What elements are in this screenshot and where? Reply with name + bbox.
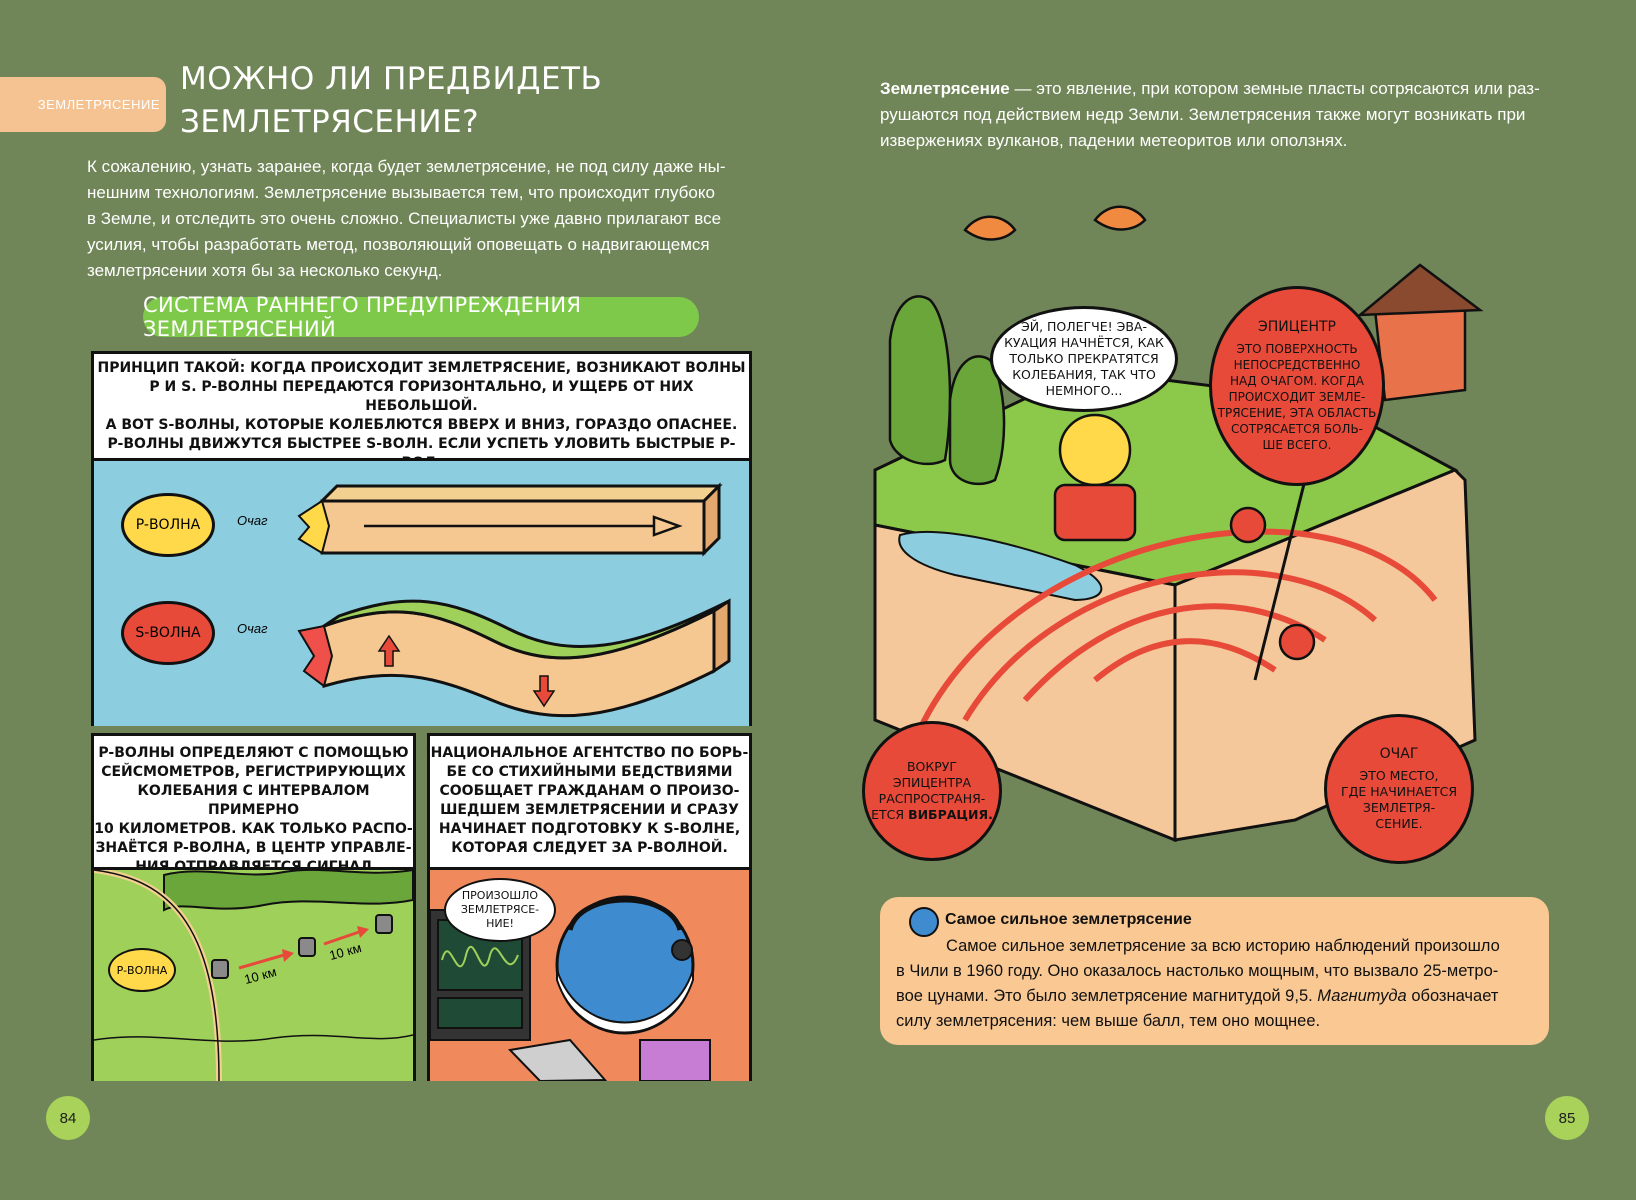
definition-paragraph <box>880 76 1560 154</box>
system-title-pill <box>143 293 699 341</box>
cat-mascot-icon <box>909 907 939 937</box>
vibration-line: РАСПРОСТРАНЯ- <box>878 791 986 806</box>
fact-line-4: силу землетрясения: чем выше балл, тем оно мощнее. <box>896 1012 1321 1030</box>
focus-title: ОЧАГ <box>1379 746 1419 762</box>
intro-line: усилия, чтобы разработать метод, позволяющий оповещать о надвигающемся <box>87 235 710 254</box>
speech-line: ЗЕМЛЕТРЯСЕ- <box>460 903 540 916</box>
intro-line: К сожалению, узнать заранее, когда будет землетрясение, не под силу даже ны- <box>87 157 726 176</box>
vibration-bubble <box>862 721 1002 861</box>
fact-line-3-italic: Магнитуда <box>1317 987 1407 1005</box>
speech-line: КОЛЕБАНИЯ, ТАК ЧТО <box>1012 367 1156 382</box>
epicenter-line: ТРЯСЕНИЕ, ЭТА ОБЛАСТЬ <box>1217 406 1377 420</box>
definition-line-1 <box>880 76 1560 102</box>
caption-line: 10 КИЛОМЕТРОВ. КАК ТОЛЬКО РАСПО- <box>94 821 413 837</box>
epicenter-title: ЭПИЦЕНТР <box>1257 319 1336 335</box>
speech-line: КУАЦИЯ НАЧНЁТСЯ, КАК <box>1004 335 1164 350</box>
caption-line: КОТОРАЯ СЛЕДУЕТ ЗА P-ВОЛНОЙ. <box>451 840 728 856</box>
wave-diagram <box>94 458 749 726</box>
page-number-right-label: 85 <box>1558 1109 1576 1127</box>
definition-term: Землетрясение <box>880 79 1010 98</box>
agency-caption <box>430 744 749 858</box>
speech-line: ЭЙ, ПОЛЕГЧЕ! ЭВА- <box>1020 319 1147 334</box>
speech-line: НЕМНОГО... <box>1045 383 1123 398</box>
focus-bubble <box>1324 714 1474 864</box>
p-wave-label: P-ВОЛНА <box>135 517 201 533</box>
title-line-2: ЗЕМЛЕТРЯСЕНИЕ? <box>180 104 480 140</box>
intro-paragraph <box>87 154 757 284</box>
speech-line: НИЕ! <box>486 917 514 930</box>
definition-line-1-text: — это явление, при котором земные пласты сотрясаются или раз- <box>1009 79 1540 98</box>
caption-line: P-ВОЛНЫ ОПРЕДЕЛЯЮТ С ПОМОЩЬЮ <box>98 745 409 761</box>
comic-panel-seismometers <box>91 733 416 1081</box>
intro-line: нешним технологиям. Землетрясение вызывается тем, что происходит глубоко <box>87 183 715 202</box>
caption-line: СООБЩАЕТ ГРАЖДАНАМ О ПРОИЗО- <box>439 783 740 799</box>
caption-line: P И S. P-ВОЛНЫ ПЕРЕДАЮТСЯ ГОРИЗОНТАЛЬНО, И УЩЕРБ ОТ НИХ НЕБОЛЬШОЙ. <box>149 379 694 414</box>
epicenter-line: ШЕ ВСЕГО. <box>1262 438 1332 452</box>
focus-line: ЗЕМЛЕТРЯ- <box>1362 800 1436 815</box>
section-tab-label: ЗЕМЛЕТРЯСЕНИЕ <box>37 97 160 112</box>
fact-line-1: Самое сильное землетрясение за всю историю наблюдений произошло <box>946 937 1500 955</box>
s-wave-label: S-ВОЛНА <box>135 625 201 641</box>
vibration-word: ЕТСЯ <box>871 807 905 822</box>
page-title <box>180 58 602 144</box>
system-title: СИСТЕМА РАННЕГО ПРЕДУПРЕЖДЕНИЯ ЗЕМЛЕТРЯСЕНИЙ <box>143 293 582 341</box>
epicenter-line: НЕПОСРЕДСТВЕННО <box>1233 358 1361 372</box>
fact-line-2: в Чили в 1960 году. Оно оказалось настолько мощным, что вызвало 25-метро- <box>896 962 1499 980</box>
comic-panel-waves <box>91 351 752 726</box>
caption-line: P-ВОЛНЫ ДВИЖУТСЯ БЫСТРЕЕ S-ВОЛН. ЕСЛИ УСПЕТЬ УЛОВИТЬ БЫСТРЫЕ P- <box>107 436 736 452</box>
fact-line-3 <box>896 984 1536 1009</box>
epicenter-line: ПРОИСХОДИТ ЗЕМЛЕ- <box>1228 390 1366 404</box>
page-number-left <box>46 1096 90 1140</box>
definition-line-2: рушаются под действием недр Земли. Землетрясения также могут возникать при <box>880 105 1526 124</box>
seismometer-scene <box>94 867 413 1081</box>
section-tab <box>0 77 166 132</box>
fact-box-text <box>896 934 1536 1034</box>
focus-label-s: Очаг <box>237 621 268 636</box>
speech-line: ПРОИЗОШЛО <box>461 889 539 902</box>
p-wave-badge <box>121 493 215 557</box>
caption-line: ШЕДШЕМ ЗЕМЛЕТРЯСЕНИИ И СРАЗУ <box>440 802 739 818</box>
title-line-1: МОЖНО ЛИ ПРЕДВИДЕТЬ <box>180 61 603 97</box>
page-number-left-label: 84 <box>59 1109 77 1127</box>
character-speech-bubble <box>990 306 1178 412</box>
distance-label-2: 10 км <box>327 940 364 963</box>
focus-line: СЕНИЕ. <box>1375 816 1423 831</box>
epicenter-bubble <box>1209 286 1385 486</box>
intro-line: землетрясении хотя бы за несколько секунд. <box>87 261 443 280</box>
s-wave-badge <box>121 601 215 665</box>
caption-line: А ВОТ S-ВОЛНЫ, КОТОРЫЕ КОЛЕБЛЮТСЯ ВВЕРХ И ВНИЗ, ГОРАЗДО ОПАСНЕЕ. <box>105 417 738 433</box>
vibration-line <box>865 807 999 823</box>
fact-line-3-a: вое цунами. Это было землетрясение магнитудой 9,5. <box>896 987 1318 1005</box>
distance-label-1: 10 км <box>242 964 279 987</box>
p-wave-speech-bubble <box>108 948 176 992</box>
focus-label-p: Очаг <box>237 513 268 528</box>
caption-line: КОЛЕБАНИЯ С ИНТЕРВАЛОМ ПРИМЕРНО <box>137 783 370 818</box>
epicenter-line: ЭТО ПОВЕРХНОСТЬ <box>1236 342 1358 356</box>
vibration-line: ВОКРУГ <box>906 759 958 774</box>
speech-line: ТОЛЬКО ПРЕКРАТЯТСЯ <box>1009 351 1159 366</box>
p-wave-bubble-label: P-ВОЛНА <box>116 963 168 977</box>
page-number-right <box>1545 1096 1589 1140</box>
caption-line: СЕЙСМОМЕТРОВ, РЕГИСТРИРУЮЩИХ <box>101 764 406 780</box>
focus-line: ЭТО МЕСТО, <box>1359 768 1439 783</box>
epicenter-line: НАД ОЧАГОМ. КОГДА <box>1230 374 1364 388</box>
comic-panel-agency <box>427 733 752 1081</box>
intro-line: в Земле, и отследить это очень сложно. Специалисты уже давно прилагают все <box>87 209 722 228</box>
definition-line-3: извержениях вулканов, падении метеоритов или оползнях. <box>880 131 1348 150</box>
caption-line: БЕ СО СТИХИЙНЫМИ БЕДСТВИЯМИ <box>446 764 733 780</box>
fact-box-title: Самое сильное землетрясение <box>945 911 1192 928</box>
vibration-line: ЭПИЦЕНТРА <box>892 775 972 790</box>
agency-scene <box>430 867 749 1081</box>
operator-speech-bubble <box>444 878 556 942</box>
caption-line: НАЦИОНАЛЬНОЕ АГЕНТСТВО ПО БОРЬ- <box>430 745 749 761</box>
fact-line-3-b: обозначает <box>1406 987 1499 1005</box>
focus-line: ГДЕ НАЧИНАЕТСЯ <box>1340 784 1458 799</box>
caption-line: НАЧИНАЕТ ПОДГОТОВКУ К S-ВОЛНЕ, <box>438 821 741 837</box>
caption-line: ПРИНЦИП ТАКОЙ: КОГДА ПРОИСХОДИТ ЗЕМЛЕТРЯСЕНИЕ, ВОЗНИКАЮТ ВОЛНЫ <box>97 360 746 376</box>
vibration-bold: ВИБРАЦИЯ. <box>908 807 993 822</box>
caption-line: ЗНАЁТСЯ P-ВОЛНА, В ЦЕНТР УПРАВЛЕ- <box>95 840 412 856</box>
epicenter-line: СОТРЯСАЕТСЯ БОЛЬ- <box>1230 422 1364 436</box>
